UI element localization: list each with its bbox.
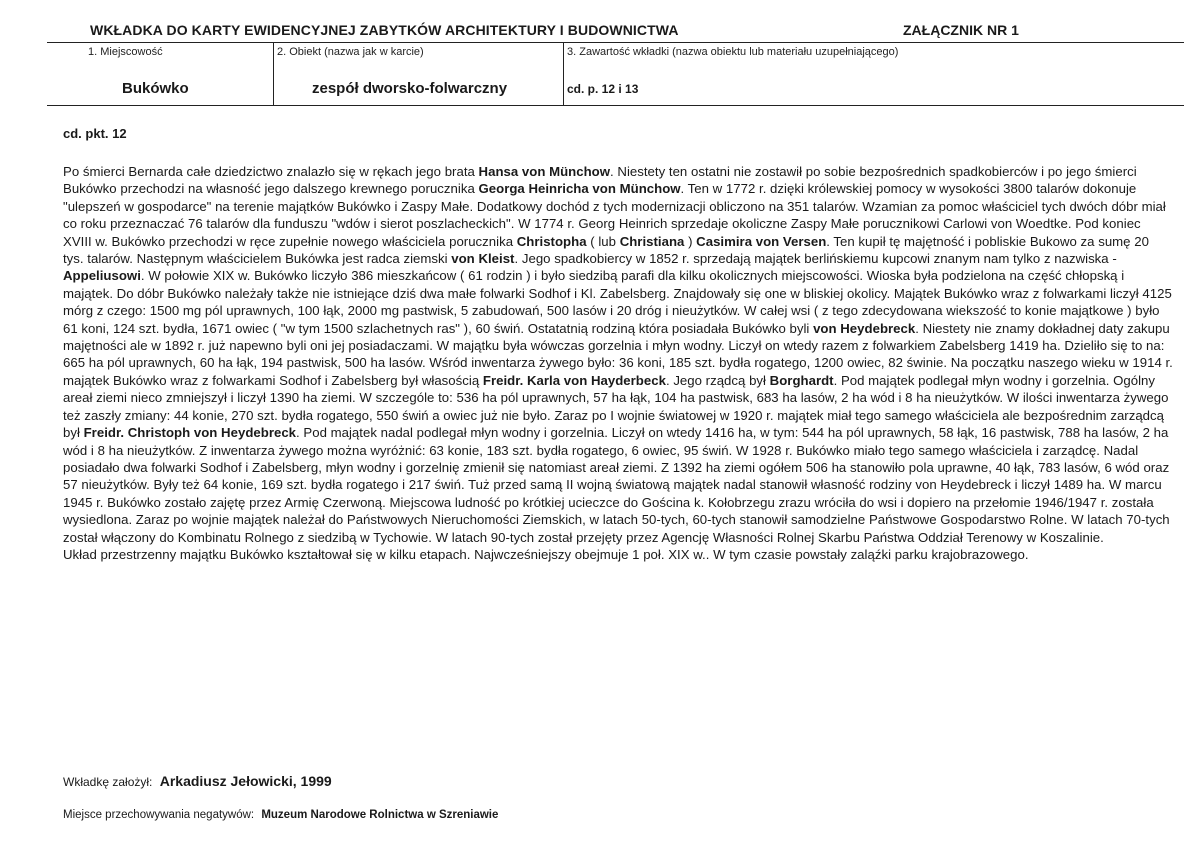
text-run: . Ten w 1772 r. dzięki królewskiej pomocy w wysokości 3800 talarów dokonuje "ulepszeń w gospodarce" na terenie majątków Bukówko i Zaspy Małe. Dodatkowy dochód z tych modernizacji obliczono na 351 talarów. Wzamian za pomoc właściciel tych dwóch dóbr miał co roku przeznaczać 76 talarów dla funduszu "wdów i sierot poszlacheckich". W 1774 r. Georg Heinrich sprzedaje okoliczne Zaspy Małe porucznikowi Carlowi von Woedtke. Pod koniec XVIII w. Bukówko przechodzi w ręce zupełnie nowego właściciela porucznika — [63, 181, 1166, 249]
bold-name: Christopha — [516, 233, 587, 249]
object-value: zespół dworsko-folwarczny — [312, 80, 508, 97]
text-run: . Niestety ten ostatni nie zostawił po sobie bezpośrednich spadkobierców i po jego śmierci Bukówko przechodzi na własność jego dalszego krewnego porucznika — [63, 164, 1137, 197]
founder-line — [63, 773, 332, 789]
bold-name: Appeliusowi — [63, 268, 141, 284]
text-run: . Niestety nie znamy dokładnej daty zakupu majętności ale w 1892 r. już napewno byli oni jej posiadaczami. W majątku była wówczas gorzelnia i młyn wodny. Liczył on wtedy razem z folwarkiem Zabelsberg 1419 ha. Dzieliło się to na: 665 ha pól uprawnych, 60 ha łąk, 194 pastwisk, 500 ha lasów. Wśród inwentarza żywego było: 36 koni, 185 szt. bydła rogatego, 1200 owiec, 82 świnie. Na początku naszego wieku w 1914 r. majątek Bukówko wraz z folwarkami Sodhof i Zabelsberg był własością — [63, 320, 1173, 388]
column-label-object: 2. Obiekt (nazwa jak w karcie) — [277, 46, 424, 58]
body-paragraph — [63, 546, 1173, 563]
body-paragraph — [63, 163, 1173, 546]
column-label-insert-content: 3. Zawartość wkładki (nazwa obiektu lub materiału uzupełniającego) — [567, 46, 899, 58]
bold-name: Borghardt — [769, 372, 834, 388]
bold-name: Casimira von Versen — [696, 233, 827, 249]
bold-name: von Kleist — [451, 251, 515, 267]
founder-name: Arkadiusz Jełowicki, 1999 — [159, 773, 332, 789]
locality-value: Bukówko — [122, 80, 189, 97]
bold-name: Christiana — [619, 233, 685, 249]
text-run: Układ przestrzenny majątku Bukówko kształtował się w kilku etapach. Najwcześniejszy obejmuje 1 poł. XIX w.. W tym czasie powstały zaląźki parku krajobrazowego. — [63, 546, 1029, 562]
attachment-number: ZAŁĄCZNIK NR 1 — [903, 22, 1019, 38]
text-run: . Pod majątek nadal podlegał młyn wodny i gorzelnia. Liczył on wtedy 1416 ha, w tym: 544 ha pól uprawnych, 58 łąk, 16 pastwisk, 788 ha lasów, 2 ha wód i 8 ha nieużytków. Z inwentarza żywego można wyróżnić: 63 konie, 183 szt. bydła rogatego, 6 owiec, 95 świń. W 1928 r. Bukówko miało tego samego właściciela i zarządcę. Nadal posiadało dwa folwarki Sodhof i Zabelsberg, młyn wodny i gorzelnię zmienił się natomiast areał ziemi. Z 1392 ha ziemi ogółem 506 ha stanowiło pola uprawne, 40 łąk, 783 lasów, 6 wód oraz 57 nieużytków. Były też 64 konie, 169 szt. bydła rogatego i 217 świń. Tuż przed samą II wojną światową majątek nadal stanowił własność rodziny von Heydebreck i liczył 1489 ha. W marcu 1945 r. Bukówko zostało zajętę przez Armię Czerwoną. Miejscowa ludność po krótkiej ucieczce do Gościna k. Kołobrzegu zrazu wróciła do wsi i dopiero na przełomie 1946/1947 r. została wysiedlona. Zaraz po wojnie majątek należał do Państwowych Nieruchomości Ziemskich, w latach 50-tych, 60-tych stanowił samodzielne Państwowe Gospodarstwo Rolne. W latach 70-tych został włączony do Kombinatu Rolnego z siedzibą w Tychowie. W latach 90-tych został przejęty przez Agencję Własności Rolnej Skarbu Państwa Oddział Terenowy w Koszalinie. — [63, 425, 1170, 545]
text-run: . Ten kupił tę majętność i pobliskie Bukowo za sumę 20 tys. talarów. Następnym właścicielem Bukówka jest radca ziemski — [63, 233, 1149, 267]
bold-name: Hansa von Münchow — [478, 164, 611, 179]
section-reference: cd. pkt. 12 — [63, 126, 127, 141]
founder-label: Wkładkę założył: — [63, 775, 153, 789]
body-text — [63, 163, 1173, 563]
storage-place: Muzeum Narodowe Rolnictwa w Szreniawie — [261, 809, 499, 821]
text-run: . Pod majątek podlegał młyn wodny i gorzelnia. Ogólny areał ziemi nieco zmniejszył i liczył 1390 ha ziemi. W szczególe to: 536 ha pól uprawnych, 57 ha łąk, 104 ha pastwisk, 683 ha lasów, 2 ha wód i 8 ha nieużytków. W ilości inwentarza żywego też zaszły zmiany: 44 konie, 270 szt. bydła rogatego, 550 świń a owiec już nie było. Zaraz po I wojnie światowej w 1920 r. majątek miał tego samego właściciela ale bezpośrednim zarządcą był — [63, 372, 1169, 441]
storage-line — [63, 809, 498, 821]
text-run: ( lub — [586, 233, 620, 249]
storage-label: Miejsce przechowywania negatywów: — [63, 809, 255, 821]
text-run: . W połowie XIX w. Bukówko liczyło 386 mieszkańcow ( 61 rodzin ) i było siedzibą parafi dla kilku okolicznych miejscowości. Wioska była podzielona na część chłopską i majątek. Do dóbr Bukówko należały także nie istniejące dziś dwa małe folwarki Sodhof i Kl. Zabelsberg. Znajdowały się one w bliskiej okolicy. Majątek Bukówko wraz z folwarkami liczył 4125 mórg z czego: 1500 mg pól uprawnych, 100 łąk, 2000 mg pastwisk, 5 zabudowań, 500 lasów i 20 dróg i nieużytków. W całej wsi ( z tego zdecydowana wiekszość to konie majątkowe ) było 61 koni, 124 szt. bydła, 1671 owiec ( "w tym 1500 szlachetnych ras" ), 60 świń. Ostatatnią rodziną która posiadała Bukówko byli — [63, 268, 1172, 336]
header-rule-top — [47, 42, 1184, 43]
text-run: . Jego rządcą był — [665, 372, 770, 388]
column-label-locality: 1. Miejscowość — [88, 46, 163, 58]
column-divider-2 — [563, 42, 564, 105]
bold-name: von Heydebreck — [813, 320, 916, 336]
header-rule-bottom — [47, 105, 1184, 106]
text-run: . Jego spadkobiercy w 1852 r. sprzedają majątek berlińskiemu kupcowi znanym nam tylko z nazwiska - — [514, 251, 1117, 267]
bold-name: Freidr. Christoph von Heydebreck — [83, 425, 297, 441]
bold-name: Georga Heinricha von Münchow — [478, 181, 681, 197]
text-run: Po śmierci Bernarda całe dziedzictwo znalazło się w rękach jego brata — [63, 164, 479, 179]
header-title: WKŁADKA DO KARTY EWIDENCYJNEJ ZABYTKÓW ARCHITEKTURY I BUDOWNICTWA — [90, 22, 679, 38]
text-run: ) — [684, 233, 697, 249]
insert-content-value: cd. p. 12 i 13 — [567, 82, 639, 96]
column-divider-1 — [273, 42, 274, 105]
bold-name: Freidr. Karla von Hayderbeck — [482, 372, 666, 388]
